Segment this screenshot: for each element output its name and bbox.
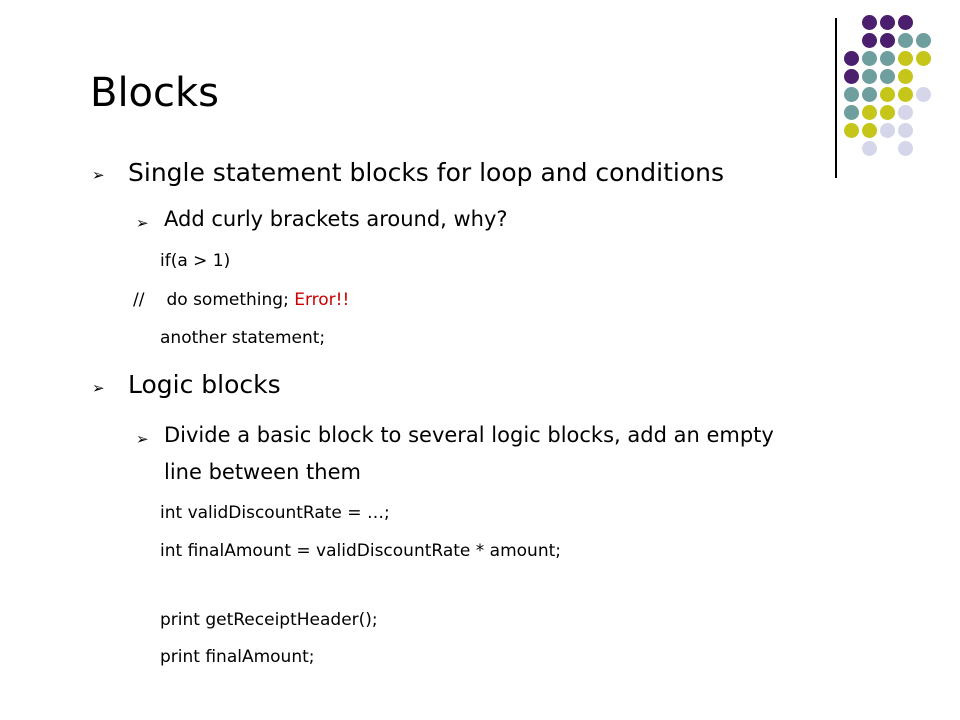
decorative-dot xyxy=(862,105,877,120)
decorative-dot xyxy=(898,123,913,138)
decorative-dot xyxy=(862,69,877,84)
code-line: print finalAmount; xyxy=(160,647,315,667)
error-label: Error!! xyxy=(294,290,350,310)
decorative-dot xyxy=(862,15,877,30)
decorative-dot xyxy=(844,51,859,66)
sub-bullet-2-text-line2: line between them xyxy=(164,460,361,484)
decorative-dot xyxy=(880,15,895,30)
decorative-dot xyxy=(898,105,913,120)
decorative-dot xyxy=(898,141,913,156)
decorative-dot xyxy=(898,69,913,84)
decorative-dot xyxy=(880,105,895,120)
code-line: int validDiscountRate = …; xyxy=(160,503,390,523)
bullet-arrow-icon: ➢ xyxy=(136,214,149,232)
decorative-dot xyxy=(898,87,913,102)
decorative-dot xyxy=(844,123,859,138)
decorative-dot xyxy=(880,69,895,84)
decorative-dot xyxy=(916,51,931,66)
code-text: do something; xyxy=(166,290,289,310)
decorative-dot xyxy=(880,123,895,138)
bullet-2-text: Logic blocks xyxy=(128,370,281,399)
decorative-dot xyxy=(862,141,877,156)
decorative-dot xyxy=(844,87,859,102)
decorative-dot xyxy=(880,87,895,102)
code-line-with-error xyxy=(133,290,349,310)
comment-marker: // xyxy=(133,290,145,310)
decorative-dot xyxy=(844,105,859,120)
decorative-dot xyxy=(880,33,895,48)
decorative-dot xyxy=(916,33,931,48)
code-line: print getReceiptHeader(); xyxy=(160,610,378,630)
decorative-dot xyxy=(844,69,859,84)
decorative-dot xyxy=(862,33,877,48)
decorative-dot xyxy=(862,87,877,102)
decorative-dot xyxy=(916,87,931,102)
decorative-dot xyxy=(898,33,913,48)
bullet-arrow-icon: ➢ xyxy=(136,430,149,448)
sub-bullet-1-text: Add curly brackets around, why? xyxy=(164,207,508,231)
code-line: another statement; xyxy=(160,328,326,348)
bullet-arrow-icon: ➢ xyxy=(92,166,105,184)
bullet-1-text: Single statement blocks for loop and conditions xyxy=(128,158,725,187)
bullet-arrow-icon: ➢ xyxy=(92,379,105,397)
slide-title: Blocks xyxy=(90,70,220,116)
code-line: int finalAmount = validDiscountRate * amount; xyxy=(160,541,562,561)
decorative-divider-line xyxy=(835,18,837,178)
decorative-dot xyxy=(898,15,913,30)
decorative-dot xyxy=(880,51,895,66)
sub-bullet-2-text-line1: Divide a basic block to several logic blocks, add an empty xyxy=(164,423,774,447)
decorative-dot xyxy=(862,51,877,66)
decorative-dot xyxy=(862,123,877,138)
code-line: if(a > 1) xyxy=(160,251,231,271)
decorative-dot xyxy=(898,51,913,66)
